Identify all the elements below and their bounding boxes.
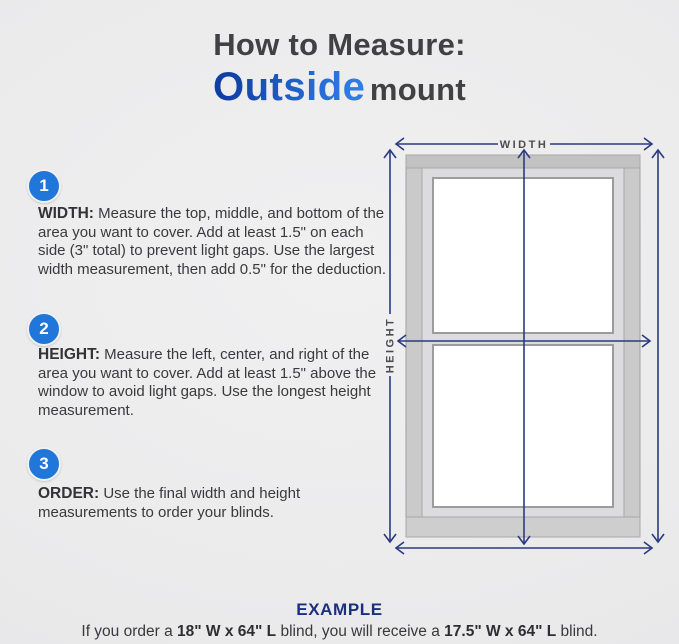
mount-type-suffix: mount <box>369 71 467 107</box>
step-1-text: Measure the top, middle, and bottom of the area you want to cover. Add at least 1.5" on each side (3" total) to prevent light gaps. Use the largest width measurement, then add 0.5" for the deduction. <box>38 205 387 278</box>
step-3-text: Use the final width and height measurements to order your blinds. <box>38 485 301 521</box>
step-2-label: HEIGHT: <box>38 346 100 363</box>
step-1-instruction <box>38 205 390 279</box>
example-received-size: 17.5" W x 64" L <box>444 623 557 640</box>
example-block <box>0 600 679 641</box>
window-illustration <box>406 155 640 537</box>
example-heading: EXAMPLE <box>296 600 383 619</box>
example-sentence <box>0 623 679 641</box>
height-label: HEIGHT <box>384 316 397 374</box>
step-1-label: WIDTH: <box>38 205 94 222</box>
example-part2: blind, you will receive a <box>276 623 445 640</box>
mount-type-highlight: Outside <box>212 64 366 109</box>
window-pane-bottom <box>433 345 613 507</box>
page-title: How to Measure: <box>213 27 466 62</box>
example-part3: blind. <box>556 623 598 640</box>
outside-mount-window-diagram <box>378 132 670 560</box>
title-block <box>0 28 679 110</box>
window-sill <box>406 517 640 537</box>
step-2-instruction <box>38 346 390 420</box>
example-part1: If you order a <box>81 623 178 640</box>
step-2-number-badge: 2 <box>27 312 61 346</box>
step-3-instruction <box>38 485 390 522</box>
step-1-number-badge: 1 <box>27 169 61 203</box>
window-top-casing <box>406 155 640 168</box>
example-ordered-size: 18" W x 64" L <box>177 623 277 640</box>
page-subtitle <box>0 65 679 110</box>
width-label: WIDTH <box>499 139 549 151</box>
step-3-number-badge: 3 <box>27 447 61 481</box>
window-pane-top <box>433 178 613 333</box>
step-2-text: Measure the left, center, and right of the area you want to cover. Add at least 1.5" above the window to avoid light gaps. Use the longest height measurement. <box>38 346 377 419</box>
step-3-label: ORDER: <box>38 485 100 502</box>
